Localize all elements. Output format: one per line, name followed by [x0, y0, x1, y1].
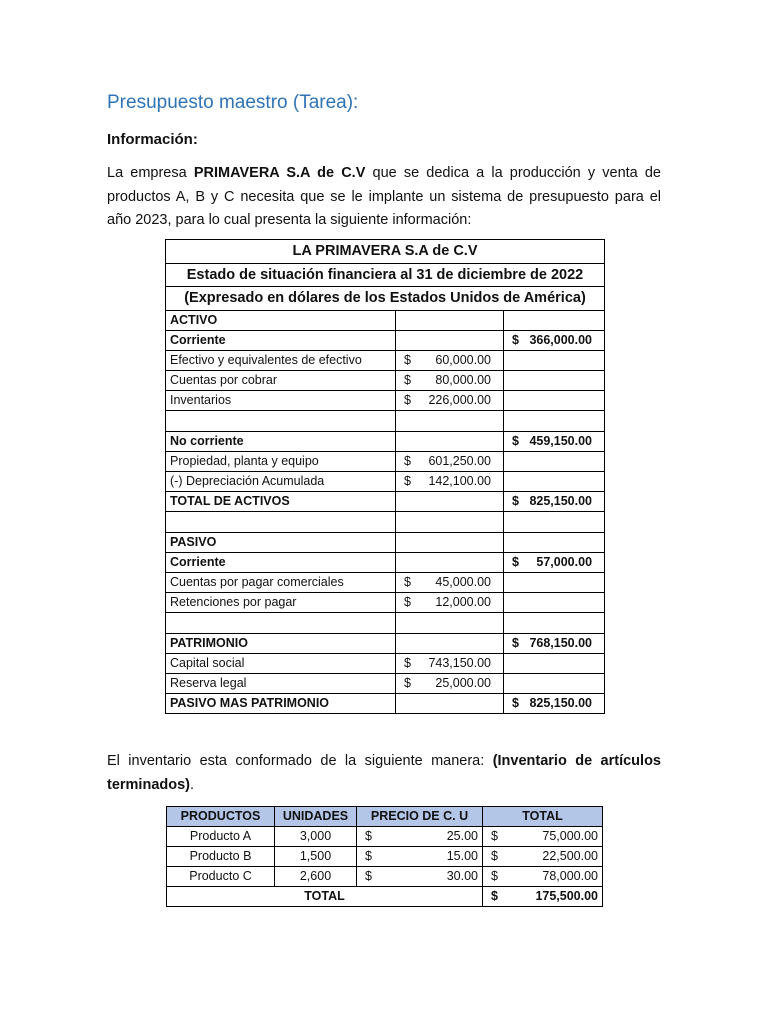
account-label: PATRIMONIO [166, 633, 396, 653]
inventory-type: (Inventario de artículos terminados) [107, 753, 661, 793]
account-amount [396, 694, 504, 714]
account-amount [396, 330, 504, 350]
balance-sheet-row [166, 492, 605, 512]
product-units: 2,600 [275, 867, 357, 887]
currency-symbol: $ [404, 595, 411, 610]
account-label: Corriente [166, 552, 396, 572]
account-amount [396, 552, 504, 572]
account-label: Propiedad, planta y equipo [166, 451, 396, 471]
balance-sheet-row [166, 512, 605, 532]
section-total [504, 330, 605, 350]
amount-value: 743,150.00 [428, 655, 491, 670]
account-label: (-) Depreciación Acumulada [166, 472, 396, 492]
balance-sheet-row [166, 532, 605, 552]
balance-sheet-table [165, 239, 605, 714]
account-amount [396, 633, 504, 653]
section-total [504, 552, 605, 572]
currency-symbol: $ [365, 849, 372, 863]
currency-symbol: $ [512, 494, 519, 509]
inventory-total-row [167, 887, 603, 907]
currency-symbol: $ [404, 655, 411, 670]
unit-price-value: 25.00 [446, 829, 478, 843]
balance-sheet-row [166, 310, 605, 330]
inventory-table [166, 806, 603, 907]
unit-price-value: 30.00 [446, 869, 478, 883]
account-amount [396, 492, 504, 512]
inventory-row [167, 847, 603, 867]
section-total [504, 451, 605, 471]
currency-symbol: $ [404, 352, 411, 367]
total-value: 57,000.00 [536, 554, 593, 569]
section-total [504, 512, 605, 532]
intro-paragraph [107, 162, 661, 233]
account-amount [396, 371, 504, 391]
product-total-value: 78,000.00 [542, 869, 598, 883]
amount-value: 226,000.00 [428, 393, 491, 408]
currency-symbol: $ [512, 696, 519, 711]
product-total [483, 847, 603, 867]
total-value: 366,000.00 [529, 332, 593, 347]
amount-value: 80,000.00 [435, 373, 491, 388]
currency-symbol: $ [404, 474, 411, 489]
account-label: No corriente [166, 431, 396, 451]
section-total [504, 532, 605, 552]
product-name: Producto C [167, 867, 275, 887]
header-total: TOTAL [483, 807, 603, 827]
section-total [504, 431, 605, 451]
currency-symbol: $ [512, 635, 519, 650]
total-value: 459,150.00 [529, 433, 593, 448]
section-heading: Información: [107, 131, 198, 148]
balance-sheet-row [166, 391, 605, 411]
currency-symbol: $ [404, 373, 411, 388]
section-total [504, 391, 605, 411]
total-value: 825,150.00 [529, 494, 593, 509]
account-label: PASIVO MAS PATRIMONIO [166, 694, 396, 714]
balance-sheet-row [166, 330, 605, 350]
currency-symbol: $ [491, 869, 498, 883]
currency-symbol: $ [512, 433, 519, 448]
amount-value: 25,000.00 [435, 675, 491, 690]
currency-symbol: $ [491, 889, 498, 903]
account-amount [396, 310, 504, 330]
account-amount [396, 350, 504, 370]
header-precio: PRECIO DE C. U [357, 807, 483, 827]
balance-sheet-row [166, 694, 605, 714]
inventory-paragraph [107, 750, 661, 797]
company-name: PRIMAVERA S.A de C.V [193, 165, 366, 181]
header-unidades: UNIDADES [275, 807, 357, 827]
product-total-value: 75,000.00 [542, 829, 598, 843]
header-productos: PRODUCTOS [167, 807, 275, 827]
section-total [504, 572, 605, 592]
currency-symbol: $ [404, 675, 411, 690]
account-label [166, 512, 396, 532]
section-total [504, 593, 605, 613]
account-amount [396, 532, 504, 552]
product-name: Producto B [167, 847, 275, 867]
unit-price [357, 867, 483, 887]
amount-value: 142,100.00 [428, 474, 491, 489]
account-amount [396, 613, 504, 633]
currency-note-header: (Expresado en dólares de los Estados Unidos de América) [166, 287, 605, 311]
intro-text-start: La empresa [107, 165, 194, 181]
account-label: Cuentas por cobrar [166, 371, 396, 391]
company-header: LA PRIMAVERA S.A de C.V [166, 240, 605, 264]
balance-sheet-row [166, 653, 605, 673]
account-label: Inventarios [166, 391, 396, 411]
amount-value: 60,000.00 [435, 352, 491, 367]
balance-sheet-row [166, 593, 605, 613]
grand-total [483, 887, 603, 907]
balance-sheet-row [166, 673, 605, 693]
account-label: Corriente [166, 330, 396, 350]
account-label: PASIVO [166, 532, 396, 552]
inventory-header-row [167, 807, 603, 827]
statement-header: Estado de situación financiera al 31 de diciembre de 2022 [166, 263, 605, 287]
unit-price [357, 847, 483, 867]
account-label [166, 411, 396, 431]
amount-value: 601,250.00 [428, 453, 491, 468]
balance-sheet-row [166, 350, 605, 370]
account-amount [396, 673, 504, 693]
section-total [504, 411, 605, 431]
currency-symbol: $ [512, 554, 519, 569]
account-amount [396, 411, 504, 431]
balance-sheet-row [166, 371, 605, 391]
product-total [483, 867, 603, 887]
section-total [504, 472, 605, 492]
inventory-row [167, 867, 603, 887]
account-label: TOTAL DE ACTIVOS [166, 492, 396, 512]
account-label: Reserva legal [166, 673, 396, 693]
account-label: Retenciones por pagar [166, 593, 396, 613]
amount-value: 45,000.00 [435, 575, 491, 590]
account-label: Efectivo y equivalentes de efectivo [166, 350, 396, 370]
grand-total-value: 175,500.00 [535, 889, 598, 903]
currency-symbol: $ [404, 393, 411, 408]
product-units: 3,000 [275, 827, 357, 847]
unit-price [357, 827, 483, 847]
balance-sheet-row [166, 472, 605, 492]
balance-sheet-row [166, 552, 605, 572]
account-label [166, 613, 396, 633]
intro-text-end: que se dedica a la producción y venta de productos A, B y C necesita que se le implante un sistema de presupuesto para el año 2023, para lo cual presenta la siguiente información: [107, 165, 661, 228]
currency-symbol: $ [404, 453, 411, 468]
section-total [504, 613, 605, 633]
account-amount [396, 431, 504, 451]
section-total [504, 633, 605, 653]
balance-sheet-header-row [166, 263, 605, 287]
account-amount [396, 593, 504, 613]
balance-sheet-row [166, 572, 605, 592]
section-total [504, 673, 605, 693]
section-total [504, 694, 605, 714]
balance-sheet-row [166, 613, 605, 633]
inventory-text-end: . [190, 776, 195, 793]
currency-symbol: $ [491, 829, 498, 843]
total-label: TOTAL [167, 887, 483, 907]
product-total [483, 827, 603, 847]
account-label: Cuentas por pagar comerciales [166, 572, 396, 592]
inventory-text: El inventario esta conformado de la siguiente manera: [107, 753, 493, 769]
section-total [504, 350, 605, 370]
account-amount [396, 512, 504, 532]
balance-sheet-row [166, 633, 605, 653]
balance-sheet-header-row [166, 287, 605, 311]
currency-symbol: $ [365, 869, 372, 883]
account-label: Capital social [166, 653, 396, 673]
balance-sheet-row [166, 411, 605, 431]
total-value: 768,150.00 [529, 635, 593, 650]
section-total [504, 371, 605, 391]
total-value: 825,150.00 [529, 696, 593, 711]
document-title: Presupuesto maestro (Tarea): [107, 92, 359, 113]
amount-value: 12,000.00 [435, 595, 491, 610]
product-total-value: 22,500.00 [542, 849, 598, 863]
unit-price-value: 15.00 [446, 849, 478, 863]
currency-symbol: $ [512, 332, 519, 347]
account-amount [396, 572, 504, 592]
section-total [504, 653, 605, 673]
currency-symbol: $ [365, 829, 372, 843]
balance-sheet-header-row [166, 240, 605, 264]
account-label: ACTIVO [166, 310, 396, 330]
inventory-row [167, 827, 603, 847]
balance-sheet-row [166, 431, 605, 451]
balance-sheet-row [166, 451, 605, 471]
product-name: Producto A [167, 827, 275, 847]
account-amount [396, 472, 504, 492]
currency-symbol: $ [491, 849, 498, 863]
account-amount [396, 653, 504, 673]
section-total [504, 310, 605, 330]
currency-symbol: $ [404, 575, 411, 590]
account-amount [396, 391, 504, 411]
section-total [504, 492, 605, 512]
product-units: 1,500 [275, 847, 357, 867]
account-amount [396, 451, 504, 471]
